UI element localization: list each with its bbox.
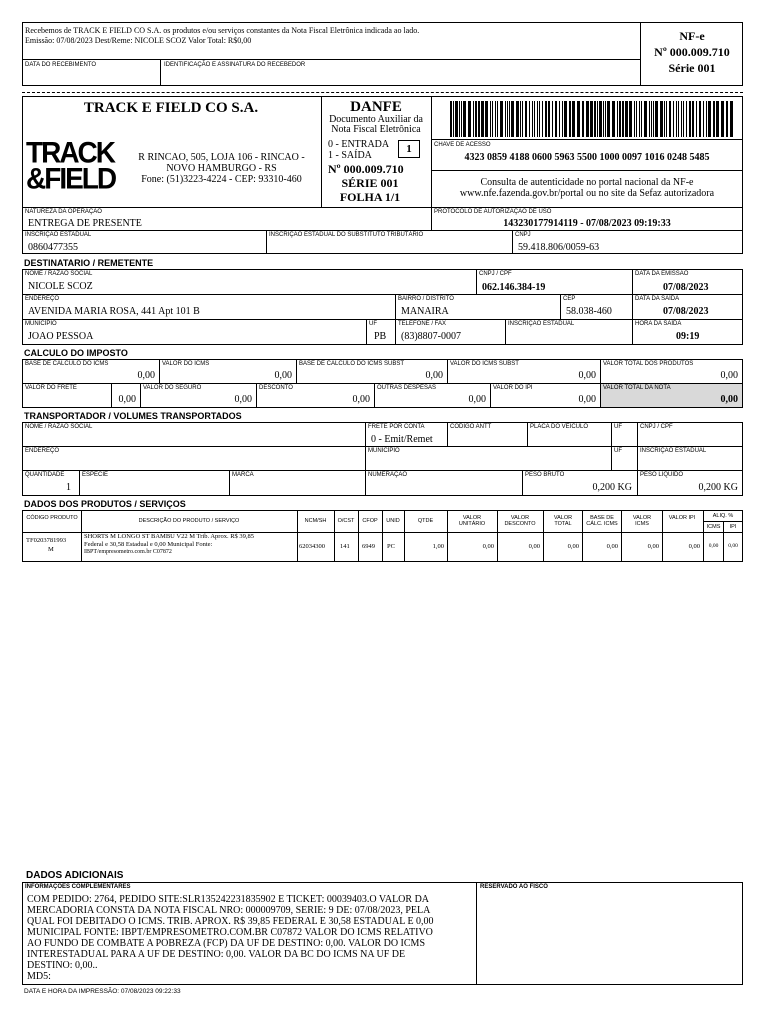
- transp-peso-bruto-label: PESO BRUTO: [525, 472, 565, 478]
- transp-placa-label: PLACA DO VEICULO: [530, 424, 589, 430]
- barcode-bar: [681, 101, 682, 137]
- row-vtotal: 0,00: [567, 543, 579, 550]
- barcode-bar: [450, 101, 452, 137]
- barcode-bar: [562, 101, 563, 137]
- barcode-bar: [655, 101, 658, 137]
- canhoto-text-1: Recebemos de TRACK E FIELD CO S.A. os produtos e/ou serviços constantes da Nota Fiscal Eletrônica indicada ao lado.: [25, 26, 420, 35]
- barcode-bar: [548, 101, 550, 137]
- barcode-bar: [468, 101, 471, 137]
- barcode-bar: [692, 101, 694, 137]
- barcode-bar: [582, 101, 584, 137]
- barcode-bar: [559, 101, 560, 137]
- row-vipi: 0,00: [688, 543, 700, 550]
- row-aliq-icms: 0,00: [708, 543, 719, 549]
- row-descricao-1: SHORTS M LONGO ST BAMBU V22 M Trib. Aprox. R$ 39,85: [84, 533, 255, 540]
- dest-municipio-label: MUNICÍPIO: [25, 321, 57, 327]
- row-vunit: 0,00: [482, 543, 494, 550]
- outras-label: OUTRAS DESPESAS: [377, 385, 437, 391]
- transp-qtd-label: QUANTIDADE: [25, 472, 65, 478]
- transp-frete: 0 - Emit/Remet: [371, 434, 433, 445]
- th-vdesc: VALOR DESCONTO: [504, 515, 536, 527]
- transp-peso-liquido: 0,200 KG: [698, 482, 738, 493]
- transp-ie-label: INSCRIÇÃO ESTADUAL: [640, 448, 707, 454]
- barcode-bar: [507, 101, 508, 137]
- barcode-bar: [555, 101, 557, 137]
- transp-cnpj-label: CNPJ / CPF: [640, 424, 673, 430]
- dest-saida-label: DATA DA SAÍDA: [635, 296, 680, 302]
- danfe-saida: 1 - SAÍDA: [328, 150, 372, 161]
- ipi-value: 0,00: [578, 394, 596, 405]
- barcode-bar: [516, 101, 519, 137]
- dest-municipio: JOAO PESSOA: [28, 331, 94, 342]
- natureza-value: ENTREGA DE PRESENTE: [28, 218, 142, 229]
- barcode-bar: [509, 101, 510, 137]
- dest-bairro: MANAIRA: [401, 306, 449, 317]
- row-ncm: 62034300: [299, 543, 325, 550]
- frete-value: 0,00: [118, 394, 136, 405]
- total-produtos-label: VALOR TOTAL DOS PRODUTOS: [603, 361, 694, 367]
- barcode-bar: [708, 101, 711, 137]
- data-impressao: DATA E HORA DA IMPRESSÃO: 07/08/2023 09:22:33: [24, 988, 181, 995]
- transp-qtd: 1: [66, 482, 71, 493]
- barcode-bar: [586, 101, 589, 137]
- barcode-bar: [534, 101, 535, 137]
- danfe-tipo-box: 1: [398, 140, 420, 158]
- barcode-bar: [639, 101, 640, 137]
- info-line: AO FUNDO DE COMBATE A POBREZA (FCP) DA UF DE DESTINO: 0,00. VALOR DO ICMS: [27, 938, 426, 949]
- barcode-bar: [539, 101, 540, 137]
- barcode-bar: [653, 101, 654, 137]
- dest-emissao: 07/08/2023: [663, 282, 709, 293]
- total-produtos-value: 0,00: [720, 370, 738, 381]
- barcode-bar: [689, 101, 691, 137]
- dest-emissao-label: DATA DA EMISSÃO: [635, 271, 689, 277]
- info-complementares-text: [27, 894, 475, 982]
- barcode-bar: [473, 101, 474, 137]
- imposto-title: CALCULO DO IMPOSTO: [24, 348, 128, 358]
- info-line: MD5:: [27, 971, 51, 982]
- ipi-label: VALOR DO IPI: [493, 385, 533, 391]
- barcode-image: [450, 101, 735, 137]
- consulta-line-1: Consulta de autenticidade no portal nacional da NF-e: [480, 177, 694, 188]
- barcode-bar: [666, 101, 667, 137]
- barcode-bar: [730, 101, 733, 137]
- barcode-bar: [500, 101, 503, 137]
- barcode-bar: [686, 101, 687, 137]
- row-bc: 0,00: [606, 543, 618, 550]
- reservado-fisco-label: RESERVADO AO FISCO: [480, 884, 548, 890]
- barcode-bar: [660, 101, 663, 137]
- danfe-entrada: 0 - ENTRADA: [328, 139, 390, 150]
- info-line: MUNICIPAL FONTE: IBPT/EMPRESOMETRO.COM.BR C07872 VALOR DO ICMS RELATIVO: [27, 927, 433, 938]
- barcode-bar: [569, 101, 571, 137]
- row-vdesc: 0,00: [528, 543, 540, 550]
- transp-peso-bruto: 0,200 KG: [592, 482, 632, 493]
- transp-peso-liquido-label: PESO LIQUIDO: [640, 472, 684, 478]
- barcode-bar: [597, 101, 598, 137]
- desconto-value: 0,00: [352, 394, 370, 405]
- transp-endereco-label: ENDEREÇO: [25, 448, 60, 454]
- th-ncm: NCM/SH: [304, 518, 327, 524]
- th-unid: UNID: [386, 518, 400, 524]
- barcode-bar: [522, 101, 523, 137]
- dest-nome-label: NOME / RAZÃO SOCIAL: [25, 271, 93, 277]
- emitente-endereco-3: Fone: (51)3223-4224 - CEP: 93310-460: [141, 174, 302, 185]
- barcode-bar: [629, 101, 632, 137]
- th-aliq: ALIQ. %: [712, 513, 734, 519]
- info-line: INTERESTADUAL PARA A UF DE DESTINO: 0,00. VALOR DA BC DO ICMS NA UF DE: [27, 949, 406, 960]
- barcode-bar: [622, 101, 624, 137]
- barcode-bar: [532, 101, 533, 137]
- barcode-bar: [683, 101, 684, 137]
- barcode-bar: [475, 101, 477, 137]
- icms-bc-st-value: 0,00: [425, 370, 443, 381]
- barcode-bar: [641, 101, 642, 137]
- danfe-serie: SÉRIE 001: [341, 176, 399, 190]
- dest-nome: NICOLE SCOZ: [28, 281, 93, 292]
- row-vicms: 0,00: [647, 543, 659, 550]
- barcode-bar: [636, 101, 637, 137]
- logo-line-2: &FIELD: [26, 162, 116, 195]
- barcode-bar: [607, 101, 610, 137]
- canhoto-text-2: Emissão: 07/08/2023 Dest/Reme: NICOLE SCOZ Valor Total: R$0,00: [25, 36, 252, 45]
- info-line: MERCADORIA CONSTA DA NOTA FISCAL NRO: 000009709, SERIE: 9 DE: 07/08/2023, PELA: [27, 905, 431, 916]
- th-aliq-ipi: IPI: [729, 524, 737, 530]
- icms-st-label: VALOR DO ICMS SUBST: [450, 361, 519, 367]
- barcode-bar: [495, 101, 496, 137]
- chave-label: CHAVE DE ACESSO: [434, 142, 491, 148]
- protocolo-label: PROTOCOLO DE AUTORIZAÇÃO DE USO: [434, 209, 552, 215]
- barcode-bar: [463, 101, 466, 137]
- barcode-bar: [673, 101, 674, 137]
- barcode-bar: [455, 101, 458, 137]
- icms-valor-value: 0,00: [274, 370, 292, 381]
- danfe-title: DANFE: [350, 99, 402, 115]
- total-nota-value: 0,00: [720, 394, 738, 405]
- barcode-bar: [505, 101, 506, 137]
- frete-label: VALOR DO FRETE: [25, 385, 77, 391]
- row-qtde: 1,00: [432, 543, 444, 550]
- th-cfop: CFOP: [362, 518, 378, 524]
- barcode-bar: [485, 101, 488, 137]
- danfe-subtitle-2: Nota Fiscal Eletrônica: [331, 124, 421, 135]
- dest-cnpj-label: CNPJ / CPF: [479, 271, 512, 277]
- transp-numeracao-label: NUMERAÇÃO: [368, 472, 408, 478]
- barcode-bar: [572, 101, 575, 137]
- barcode-bar: [678, 101, 679, 137]
- canhoto-nfe-serie: Série 001: [668, 61, 716, 75]
- th-vunit: VALOR UNITÁRIO: [458, 515, 486, 527]
- danfe-numero: Nº 000.009.710: [328, 162, 404, 176]
- data-recebimento-label: DATA DO RECEBIMENTO: [25, 62, 97, 68]
- barcode-bar: [703, 101, 704, 137]
- barcode-bar: [696, 101, 697, 137]
- barcode-bar: [603, 101, 604, 137]
- dest-uf-label: UF: [369, 321, 377, 327]
- barcode-bar: [634, 101, 635, 137]
- barcode-bar: [726, 101, 728, 137]
- icms-st-value: 0,00: [578, 370, 596, 381]
- barcode-bar: [617, 101, 618, 137]
- cnpj-emit-value: 59.418.806/0059-63: [518, 242, 600, 253]
- barcode-bar: [481, 101, 484, 137]
- info-complementares-label: INFORMAÇÕES COMPLEMENTARES: [25, 884, 131, 890]
- identificacao-label: IDENTIFICAÇÃO E ASSINATURA DO RECEBEDOR: [164, 62, 306, 68]
- barcode-bar: [706, 101, 707, 137]
- dest-fone-label: TELEFONE / FAX: [398, 321, 447, 327]
- row-codigo-1: TF0203781993: [26, 537, 67, 544]
- natureza-label: NATUREZA DA OPERAÇÃO: [25, 209, 102, 215]
- barcode-bar: [511, 101, 514, 137]
- produtos-title: DADOS DOS PRODUTOS / SERVIÇOS: [24, 499, 186, 509]
- ie-value: 0860477355: [28, 242, 78, 253]
- th-cst: O/CST: [337, 518, 355, 524]
- dest-cep-label: CEP: [563, 296, 576, 302]
- barcode-bar: [552, 101, 553, 137]
- barcode-bar: [525, 101, 527, 137]
- dest-hora-label: HORA DA SAÍDA: [635, 321, 682, 327]
- th-vicms: VALOR ICMS: [632, 515, 652, 527]
- barcode-bar: [461, 101, 462, 137]
- protocolo-value: 143230177914119 - 07/08/2023 09:19:33: [503, 218, 671, 229]
- barcode-bar: [520, 101, 521, 137]
- th-codigo: CÓDIGO PRODUTO: [26, 515, 78, 521]
- row-aliq-ipi: 0,00: [728, 543, 738, 549]
- barcode-bar: [590, 101, 593, 137]
- th-aliq-icms: ICMS: [706, 524, 721, 530]
- dest-endereco: AVENIDA MARIA ROSA, 441 Apt 101 B: [28, 306, 200, 317]
- emitente-endereco-1: R RINCAO, 505, LOJA 106 - RINCAO -: [138, 152, 305, 163]
- row-cfop: 6949: [362, 543, 375, 550]
- icms-bc-st-label: BASE DE CALCULO DO ICMS SUBST: [299, 361, 405, 367]
- barcode-bar: [651, 101, 652, 137]
- th-vipi: VALOR IPI: [668, 515, 696, 521]
- barcode-bar: [599, 101, 602, 137]
- barcode-bar: [497, 101, 498, 137]
- barcode-bar: [453, 101, 454, 137]
- barcode-bar: [619, 101, 621, 137]
- barcode-bar: [644, 101, 647, 137]
- transp-frete-label: FRETE POR CONTA: [368, 424, 425, 430]
- barcode-bar: [529, 101, 530, 137]
- th-qtde: QTDE: [417, 518, 434, 524]
- outras-value: 0,00: [468, 394, 486, 405]
- row-descricao-2: Federal e 30,58 Estadual e 0,00 Municipal Fonte:: [84, 541, 213, 548]
- th-descricao: DESCRIÇÃO DO PRODUTO / SERVIÇO: [138, 518, 240, 524]
- barcode-bar: [545, 101, 547, 137]
- barcode-bar: [537, 101, 538, 137]
- barcode-bar: [577, 101, 580, 137]
- icms-bc-value: 0,00: [137, 370, 155, 381]
- barcode-bar: [564, 101, 567, 137]
- icms-bc-label: BASE DE CALCULO DO ICMS: [25, 361, 109, 367]
- dest-ie-label: INSCRIÇÃO ESTADUAL: [508, 321, 575, 327]
- transp-nome-label: NOME / RAZÃO SOCIAL: [25, 424, 93, 430]
- barcode-bar: [594, 101, 596, 137]
- consulta-line-2: www.nfe.fazenda.gov.br/portal ou no site da Sefaz autorizadora: [459, 188, 715, 199]
- danfe-subtitle-1: Documento Auxiliar da: [329, 114, 423, 125]
- canhoto-nfe-numero: Nº 000.009.710: [654, 45, 730, 59]
- transp-municipio-label: MUNICÍPIO: [368, 448, 400, 454]
- barcode-bar: [721, 101, 724, 137]
- dest-hora: 09:19: [676, 331, 700, 342]
- row-descricao-3: IBPT/empresometro.com.br C07872: [84, 549, 172, 555]
- chave-value: 4323 0859 4188 0600 5963 5500 1000 0097 1016 0248 5485: [464, 152, 710, 163]
- transp-uf2-label: UF: [614, 448, 622, 454]
- dest-endereco-label: ENDEREÇO: [25, 296, 60, 302]
- desconto-label: DESCONTO: [259, 385, 293, 391]
- barcode-bar: [459, 101, 460, 137]
- seguro-value: 0,00: [234, 394, 252, 405]
- barcode-bar: [713, 101, 715, 137]
- info-line: QUAL FOI DEBITADO O ICMS. TRIB. APROX. R$ 39,85 FEDERAL E 30,58 ESTADUAL E 0,00: [27, 916, 434, 927]
- destinatario-title: DESTINATARIO / REMETENTE: [24, 258, 154, 268]
- row-codigo-2: M: [48, 546, 54, 553]
- transp-uf-label: UF: [614, 424, 622, 430]
- info-line: COM PEDIDO: 2764, PEDIDO SITE:SLR135242231835902 E TICKET: 00039403.O VALOR DA: [27, 894, 430, 905]
- barcode-bar: [625, 101, 628, 137]
- barcode-bar: [699, 101, 701, 137]
- barcode-bar: [664, 101, 665, 137]
- logo-line-1: TRACK: [26, 136, 114, 169]
- row-cst: 141: [340, 543, 350, 550]
- barcode-bar: [542, 101, 543, 137]
- dest-fone: (83)8807-0007: [401, 331, 461, 342]
- transp-marca-label: MARCA: [232, 472, 254, 478]
- emitente-logo: [26, 136, 120, 195]
- transportador-title: TRANSPORTADOR / VOLUMES TRANSPORTADOS: [24, 411, 242, 421]
- total-nota-label: VALOR TOTAL DA NOTA: [603, 385, 671, 391]
- transp-antt-label: CODIGO ANTT: [450, 424, 492, 430]
- dest-bairro-label: BAIRRO / DISTRITO: [398, 296, 454, 302]
- barcode-bar: [492, 101, 493, 137]
- dest-cnpj: 062.146.384-19: [482, 282, 546, 293]
- th-vtotal: VALOR TOTAL: [553, 515, 573, 527]
- th-bc: BASE DE CÁLC. ICMS: [586, 515, 618, 527]
- icms-valor-label: VALOR DO ICMS: [162, 361, 210, 367]
- dest-uf: PB: [374, 331, 387, 342]
- barcode-bar: [716, 101, 719, 137]
- barcode-bar: [669, 101, 671, 137]
- dest-cep: 58.038-460: [566, 306, 612, 317]
- info-line: DESTINO: 0,00..: [27, 960, 98, 971]
- canhoto-nfe-label: NF-e: [679, 29, 705, 43]
- cnpj-emit-label: CNPJ: [515, 232, 531, 238]
- barcode-bar: [649, 101, 650, 137]
- dest-saida: 07/08/2023: [663, 306, 709, 317]
- barcode-bar: [478, 101, 480, 137]
- barcode-bar: [612, 101, 615, 137]
- emitente-endereco-2: NOVO HAMBURGO - RS: [166, 163, 277, 174]
- seguro-label: VALOR DO SEGURO: [143, 385, 202, 391]
- emitente-razao-social: TRACK E FIELD CO S.A.: [83, 100, 259, 116]
- barcode-bar: [490, 101, 491, 137]
- row-unid: PC: [387, 543, 395, 550]
- transp-especie-label: ESPECIE: [82, 472, 109, 478]
- ie-st-label: INSCRIÇÃO ESTADUAL DO SUBSTITUTO TRIBUTÁRIO: [269, 232, 424, 238]
- barcode-bar: [676, 101, 677, 137]
- barcode-bar: [605, 101, 606, 137]
- danfe-folha: FOLHA 1/1: [339, 190, 401, 204]
- adicionais-title: DADOS ADICIONAIS: [26, 870, 124, 881]
- ie-label: INSCRIÇÃO ESTADUAL: [25, 232, 92, 238]
